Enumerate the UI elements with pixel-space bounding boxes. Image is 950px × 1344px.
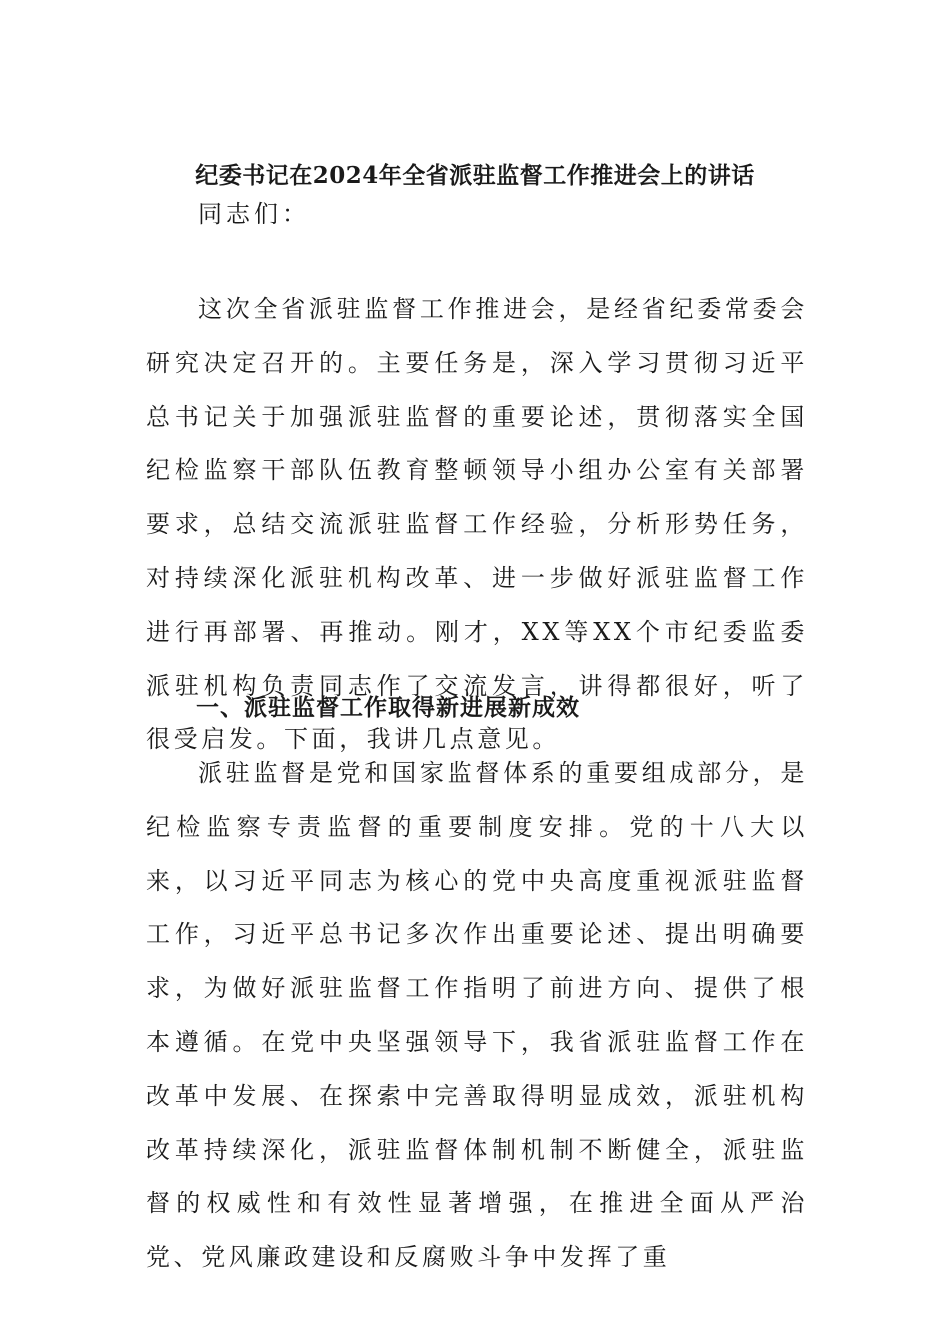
paragraph-section-1: 派驻监督是党和国家监督体系的重要组成部分，是纪检监察专责监督的重要制度安排。党的十八大以来，以习近平同志为核心的党中央高度重视派驻监督工作，习近平总书记多次作出重要论述、提出明确要求，为做好派驻监督工作指明了前进方向、提供了根本遵循。在党中央坚强领导下，我省派驻监督工作在改革中发展、在探索中完善取得明显成效，派驻机构改革持续深化，派驻监督体制机制不断健全，派驻监督的权威性和有效性显著增强，在推进全面从严治党、党风廉政建设和反腐败斗争中发挥了重 — [146, 759, 808, 1272]
paragraph-intro: 这次全省派驻监督工作推进会，是经省纪委常委会研究决定召开的。主要任务是，深入学习贯彻习近平总书记关于加强派驻监督的重要论述，贯彻落实全国纪检监察干部队伍教育整顿领导小组办公室有关部署要求，总结交流派驻监督工作经验，分析形势任务，对持续深化派驻机构改革、进一步做好派驻监督工作进行再部署、再推动。刚才，XX等XX个市纪委监委派驻机构负责同志作了交流发言，讲得都很好，听了很受启发。下面，我讲几点意见。 — [146, 295, 808, 754]
salutation: 同志们： — [198, 200, 310, 228]
section-heading-1: 一、派驻监督工作取得新进展新成效 — [196, 694, 580, 721]
document-title: 纪委书记在2024年全省派驻监督工作推进会上的讲话 — [195, 162, 755, 189]
